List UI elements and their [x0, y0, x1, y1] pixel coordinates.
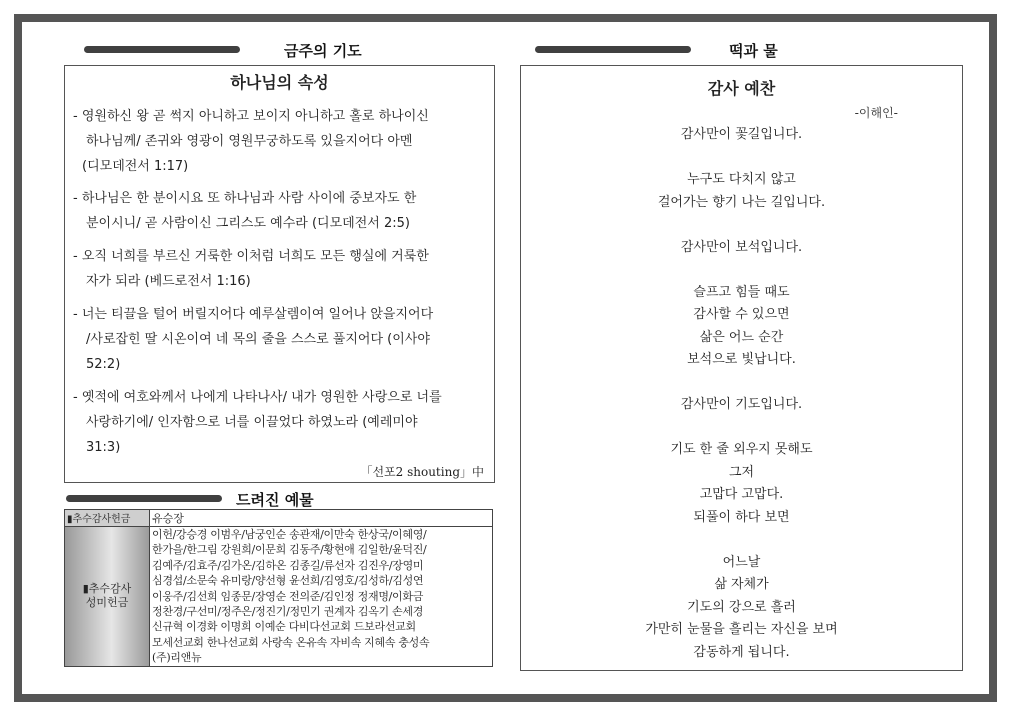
poem-stanza-break: [521, 372, 962, 395]
poem-line: 삶은 어느 순간: [699, 329, 784, 345]
verse-line: - 영원하신 왕 곧 썩지 아니하고 보이지 아니하고 홀로 하나이신: [73, 109, 429, 124]
poem-stanza-break: [521, 214, 962, 237]
verse-line: (디모데전서 1:17): [82, 159, 189, 174]
verse-item: [73, 244, 485, 294]
verse-line: /사로잡힌 딸 시온이여 네 목의 줄을 스스로 풀지어다 (이사야: [86, 332, 430, 347]
verse-line: - 옛적에 여호와께서 나에게 나타나사/ 내가 영원한 사랑으로 너를: [73, 390, 442, 405]
verse-line: 52:2): [86, 357, 121, 372]
donor-names-line: 모세선교회 한나선교회 사랑속 온유속 자비속 지혜속 충성속: [152, 635, 430, 649]
donor-names-line: 이웅주/김선희 임종문/장영순 전의준/김인정 정재명/이화금: [152, 589, 424, 603]
verse-line: 분이시니/ 곧 사람이신 그리스도 예수라 (디모데전서 2:5): [86, 216, 410, 231]
poem-line: 감동하게 됩니다.: [693, 644, 790, 660]
source-citation: 「선포2 shouting」中: [360, 465, 484, 479]
poem-stanza-break: [521, 529, 962, 552]
poem-box: [520, 65, 963, 671]
bread-water-section-title: 떡과 물: [729, 42, 778, 60]
verse-line: 사랑하기에/ 인자함으로 너를 이끌었다 하였노라 (예레미야: [86, 415, 418, 430]
attributes-of-god-box: [64, 65, 495, 483]
header-decorative-bar: [66, 495, 222, 502]
poem-stanza-break: [521, 417, 962, 440]
verse-item: [73, 302, 485, 377]
bread-water-section-header: [535, 40, 835, 60]
poem-line: 삶 자체가: [714, 577, 769, 592]
poem-stanza-break: [521, 147, 962, 170]
donor-names-line: 정찬경/구선미/정주은/정진기/정민기 권계자 김옥기 손세경: [152, 605, 424, 619]
poem-line: 감사만이 보석입니다.: [680, 239, 803, 255]
donor-names-line: 이헌/강승경 이범우/남궁인순 송관재/이만숙 한상국/이혜영/: [152, 528, 427, 541]
poem-line: 슬프고 힘들 때도: [693, 284, 790, 300]
category-label-line: 성미헌금: [85, 596, 129, 610]
donor-names-line: (주)리앤뉴: [152, 651, 202, 665]
offerings-table: [64, 509, 493, 667]
poem-line: 걸어가는 향기 나는 길입니다.: [657, 194, 826, 210]
poem-line: 어느날: [722, 554, 761, 570]
header-decorative-bar: [84, 46, 240, 53]
table-row: [65, 510, 493, 527]
offerings-section-header: [66, 489, 366, 509]
verse-item: [73, 186, 485, 236]
poem-line: 그저: [728, 464, 755, 480]
donor-names-line: 유승장: [152, 512, 184, 525]
prayer-section-header: [84, 40, 384, 60]
offering-donor-names: [150, 510, 493, 527]
verse-line: 31:3): [86, 440, 121, 455]
poem-line: 가만히 눈물을 흘리는 자신을 보며: [645, 622, 838, 637]
verse-line: - 하나님은 한 분이시요 또 하나님과 사람 사이에 중보자도 한: [73, 191, 417, 206]
donor-names-line: 심경섭/소문숙 유미랑/양선형 윤선희/김영호/김성하/김성연: [152, 574, 424, 588]
category-label-line: ▮추수감사: [82, 582, 132, 596]
poem-line: 보석으로 빛납니다.: [687, 352, 796, 367]
verse-line: 자가 되라 (베드로전서 1:16): [86, 274, 251, 289]
offering-category-label: [65, 527, 150, 667]
poem-title: 감사 예찬: [707, 79, 776, 98]
donor-names-line: 신규혁 이경화 이명희 이예순 다비다선교회 드보라선교회: [152, 620, 416, 634]
poem-line: 되풀이 하다 보면: [693, 509, 790, 525]
prayer-section-title: 금주의 기도: [284, 42, 362, 60]
verse-line: 하나님께/ 존귀와 영광이 영원무궁하도록 있을지어다 아멘: [86, 134, 413, 149]
offering-category-label: ▮추수감사헌금: [65, 510, 150, 527]
header-decorative-bar: [535, 46, 691, 53]
poem-line: 기도 한 줄 외우지 못해도: [670, 442, 813, 457]
donor-names-line: 한가을/한그림 강원희/이문희 김동주/황현애 김일한/윤덕진/: [152, 543, 427, 557]
poem-line: 기도의 강으로 흘러: [687, 599, 796, 615]
verse-item: [73, 385, 485, 460]
poem-line: 고맙다 고맙다.: [699, 487, 784, 502]
poem-text: [521, 124, 962, 664]
attributes-title: 하나님의 속성: [230, 73, 329, 92]
poem-line: 감사만이 기도입니다.: [680, 397, 803, 412]
poem-line: 감사만이 꽃길입니다.: [680, 127, 803, 142]
offerings-title: 드려진 예물: [236, 491, 314, 509]
donor-names-line: 김예주/김효주/김가온/김하온 김종길/류선자 김진우/장영미: [152, 558, 424, 572]
poem-line: 감사할 수 있으면: [693, 307, 790, 322]
poem-author: -이해인-: [854, 106, 898, 120]
verse-item: [73, 104, 485, 179]
table-row: [65, 527, 493, 667]
poem-stanza-break: [521, 259, 962, 282]
offering-donor-names: [150, 527, 493, 667]
verse-line: - 오직 너희를 부르신 거룩한 이처럼 너희도 모든 행실에 거룩한: [73, 249, 429, 264]
poem-line: 누구도 다치지 않고: [687, 172, 796, 187]
verse-line: - 너는 티끌을 털어 버릴지어다 예루살렘이여 일어나 앉을지어다: [73, 307, 434, 322]
